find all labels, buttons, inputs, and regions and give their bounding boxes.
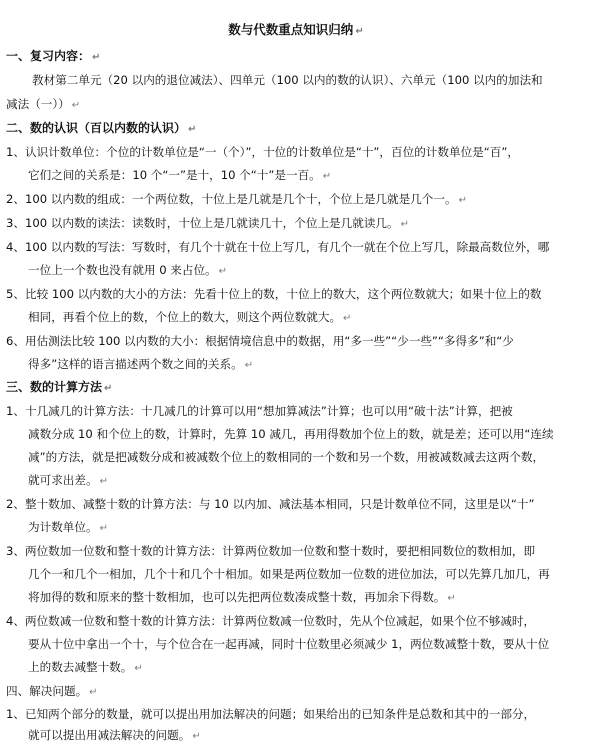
list-item-continuation: [28, 656, 592, 678]
paragraph-mark-icon: ↵: [447, 593, 456, 604]
list-item-continuation: [28, 586, 592, 608]
list-number: 2、: [6, 192, 25, 206]
list-number: 3、: [6, 544, 25, 558]
list-number: 2、: [6, 497, 25, 511]
section-heading-3: [6, 376, 592, 398]
document-title: [0, 19, 592, 43]
body-text: 两位数加一位数和整十数的计算方法：计算两位数加一位数和整十数时，要把相同数位的数相加，即: [24, 544, 536, 558]
list-item: [6, 212, 592, 234]
list-item-continuation: [28, 724, 592, 746]
list-item-continuation: [28, 306, 592, 328]
heading-text: 二、数的认识（百以内数的认识）: [6, 121, 187, 135]
list-item: [6, 400, 592, 422]
list-item-continuation: [28, 259, 592, 281]
list-item: [6, 493, 592, 515]
list-item-continuation: [28, 563, 592, 585]
body-text: 要从十位中拿出一个十，与个位合在一起再减，同时十位数里必须减少 1，两位数减整十数，要从十位: [28, 637, 550, 651]
title-text: 数与代数重点知识归纳: [228, 22, 354, 37]
paragraph-mark-icon: ↵: [99, 523, 108, 534]
list-item: [6, 283, 592, 305]
list-number: 1、: [6, 707, 25, 721]
body-text: 相同，再看个位上的数，个位上的数大，则这个两位数就大。: [28, 310, 342, 324]
paragraph-mark-icon: ↵: [134, 663, 143, 674]
heading-text: 三、数的计算方法: [6, 380, 103, 394]
list-number: 6、: [6, 334, 25, 348]
list-item: [6, 188, 592, 210]
list-number: 4、: [6, 240, 25, 254]
body-text: 它们之间的关系是：10 个“一”是十，10 个“十”是一百。: [28, 168, 321, 182]
list-number: 3、: [6, 216, 25, 230]
paragraph-mark-icon: ↵: [244, 360, 254, 371]
body-text: 几个一和几个一相加，几个十和几个十相加。如果是两位数加一位数的进位加法，可以先算几加几，再: [28, 567, 550, 581]
body-text: 整十数加、减整十数的计算方法：与 10 以内加、减法基本相同，只是计数单位不同，这里是以“十”: [24, 497, 535, 511]
list-number: 5、: [6, 287, 25, 301]
section-heading-4: [6, 680, 592, 702]
list-number: 4、: [6, 614, 25, 628]
list-item: [6, 141, 592, 163]
paragraph-mark-icon: ↵: [218, 266, 228, 277]
paragraph-mark-icon: ↵: [89, 687, 98, 698]
list-item-continuation: [28, 423, 592, 445]
list-number: 1、: [6, 404, 25, 418]
section-heading-1: [6, 45, 592, 67]
body-text: 教材第二单元（20 以内的退位减法）、四单元（100 以内的数的认识）、六单元（100 以内的加法和: [32, 73, 543, 87]
paragraph-mark-icon: ↵: [92, 52, 101, 63]
list-item-continuation: [28, 353, 592, 375]
body-text: 100 以内数的组成：一个两位数，十位上是几就是几个十，个位上是几就是几个一。: [24, 192, 457, 206]
body-text: 100 以内数的读法：读数时，十位上是几就读几十，个位上是几就读几。: [24, 216, 399, 230]
paragraph-mark-icon: ↵: [188, 124, 197, 135]
list-item-continuation: [28, 516, 592, 538]
body-text: 一位上一个数也没有就用 0 来占位。: [28, 263, 217, 277]
list-item-continuation: [28, 469, 592, 491]
section-1-text-line: [6, 93, 592, 115]
body-text: 十几减几的计算方法：十几减几的计算可以用“想加算减法”计算；也可以用“破十法”计算，把被: [24, 404, 513, 418]
body-text: 已知两个部分的数量，就可以提出用加法解决的问题；如果给出的已知条件是总数和其中的一部分，: [24, 707, 536, 721]
list-item: [6, 610, 592, 632]
list-item: [6, 703, 592, 725]
list-number: 1、: [6, 145, 25, 159]
body-text: 两位数减一位数和整十数的计算方法：计算两位数减一位数时，先从个位减起，如果个位不够减时，: [24, 614, 536, 628]
body-text: 就可求出差。: [28, 473, 98, 487]
body-text: 100 以内数的写法：写数时，有几个十就在十位上写几，有几个一就在个位上写几，除最高数位外，哪: [24, 240, 550, 254]
body-text: 为计数单位。: [28, 520, 98, 534]
body-text: 减”的方法，就是把减数分成和被减数个位上的数相同的一个数和另一个数，用被减数减去这两个数，: [28, 450, 545, 464]
list-item-continuation: [28, 164, 592, 186]
list-item-continuation: [28, 446, 592, 468]
paragraph-mark-icon: ↵: [400, 219, 410, 230]
body-text: 上的数去减整十数。: [28, 660, 133, 674]
paragraph-mark-icon: ↵: [355, 26, 364, 37]
list-item: [6, 330, 592, 352]
body-text: 认识计数单位：个位的计数单位是“一（个）”，十位的计数单位是“十”，百位的计数单位是“百”，: [24, 145, 519, 159]
paragraph-mark-icon: ↵: [322, 171, 332, 182]
paragraph-mark-icon: ↵: [458, 195, 467, 206]
paragraph-mark-icon: ↵: [99, 476, 108, 487]
body-text: 比较 100 以内数的大小的方法：先看十位上的数，十位上的数大，这个两位数就大；如果十位上的数: [24, 287, 542, 301]
body-text: 减数分成 10 和个位上的数，计算时，先算 10 减几，再用得数加个位上的数，就是差；还可以用“连续: [28, 427, 554, 441]
body-text: 得多”这样的语言描述两个数之间的关系。: [28, 357, 243, 371]
heading-text: 一、复习内容：: [6, 49, 91, 63]
paragraph-mark-icon: ↵: [104, 383, 113, 394]
list-item: [6, 540, 592, 562]
section-1-text-line: [32, 69, 592, 91]
body-text: 就可以提出用减法解决的问题。: [28, 728, 191, 742]
paragraph-mark-icon: ↵: [192, 731, 201, 742]
list-item-continuation: [28, 633, 592, 655]
paragraph-mark-icon: ↵: [71, 100, 81, 111]
heading-text: 四、解决问题。: [6, 684, 88, 698]
body-text: 减法（一））: [6, 97, 70, 111]
body-text: 将加得的数和原来的整十数相加，也可以先把两位数凑成整十数，再加余下得数。: [28, 590, 446, 604]
list-item: [6, 236, 592, 258]
section-heading-2: [6, 117, 592, 139]
paragraph-mark-icon: ↵: [343, 313, 352, 324]
body-text: 用估测法比较 100 以内数的大小：根据情境信息中的数据，用“多一些”“少一些”“多得多”和“少: [24, 334, 514, 348]
